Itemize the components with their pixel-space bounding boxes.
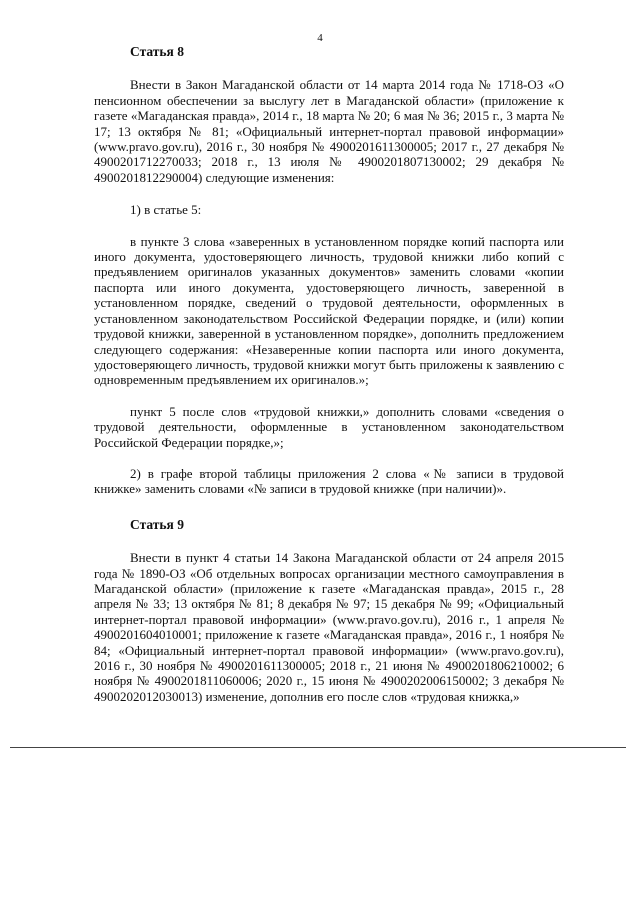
article-9-paragraph-intro: Внести в пункт 4 статьи 14 Закона Магаданской области от 24 апреля 2015 года № 1890-ОЗ «Об отдельных вопросах организации местного самоуправления в Магаданской области» (приложение к газете «Магаданская правда», 2015 г., 28 апреля № 33; 13 октября № 81; 8 декабря № 97; 15 декабря № 99; «Официальный интернет-портал правовой информации» (www.pravo.gov.ru), 2016 г., 1 апреля № 4900201604010001; приложение к газете «Магаданская правда», 2016 г., 1 ноября № 84; «Официальный интернет-портал правовой информации» (www.pravo.gov.ru), 2016 г., 30 ноября № 4900201611300005; 2018 г., 21 июня № 4900201806210002; 6 ноября № 4900201811060006; 2020 г., 15 июня № 4900202006150002; 3 декабря № 4900202012030013) изменение, дополнив его после слов «трудовая книжка,» — [94, 550, 564, 704]
article-8-paragraph-item-1: 1) в статье 5: — [130, 202, 202, 218]
article-9-heading: Статья 9 — [130, 516, 184, 532]
document-body — [94, 44, 564, 704]
article-8-heading: Статья 8 — [130, 44, 184, 59]
page-number: 4 — [317, 32, 323, 44]
article-8-paragraph-clause-3: в пункте 3 слова «заверенных в установленном порядке копий паспорта или иного документа, удостоверяющего личность, трудовой книжки либо копий с предъявлением оригиналов указанных документов» заменить словами «копии паспорта или иного документа, удостоверяющего личность, заверенной в установленном порядке, сведений о трудовой деятельности, оформленных в установленном законодательством Российской Федерации порядке, и (или) копии трудовой книжки, заверенной в установленном порядке», дополнить предложением следующего содержания: «Незаверенные копии паспорта или иного документа, удостоверяющего личность, трудовой книжки могут быть приложены к заявлению с одновременным предъявлением их оригиналов.»; — [94, 233, 564, 388]
page-bottom-divider — [10, 747, 626, 748]
article-8-paragraph-item-2: 2) в графе второй таблицы приложения 2 слова «№ записи в трудовой книжке» заменить словами «№ записи в трудовой книжке (при наличии)». — [94, 465, 564, 497]
article-8-paragraph-clause-5: пункт 5 после слов «трудовой книжки,» дополнить словами «сведения о трудовой деятельности, оформленные в установленном законодательством Российской Федерации порядке,»; — [94, 403, 564, 450]
article-8-paragraph-intro: Внести в Закон Магаданской области от 14 марта 2014 года № 1718-ОЗ «О пенсионном обеспечении за выслугу лет в Магаданской области» (приложение к газете «Магаданская правда», 2014 г., 18 марта № 20; 6 мая № 36; 2015 г., 3 марта № 17; 13 октября № 81; «Официальный интернет-портал правовой информации» (www.pravo.gov.ru), 2016 г., 30 ноября № 4900201611300005; 2017 г., 27 декабря № 4900201712270033; 2018 г., 13 июля № 4900201807130002; 29 декабря № 4900201812290004) следующие изменения: — [94, 77, 564, 185]
